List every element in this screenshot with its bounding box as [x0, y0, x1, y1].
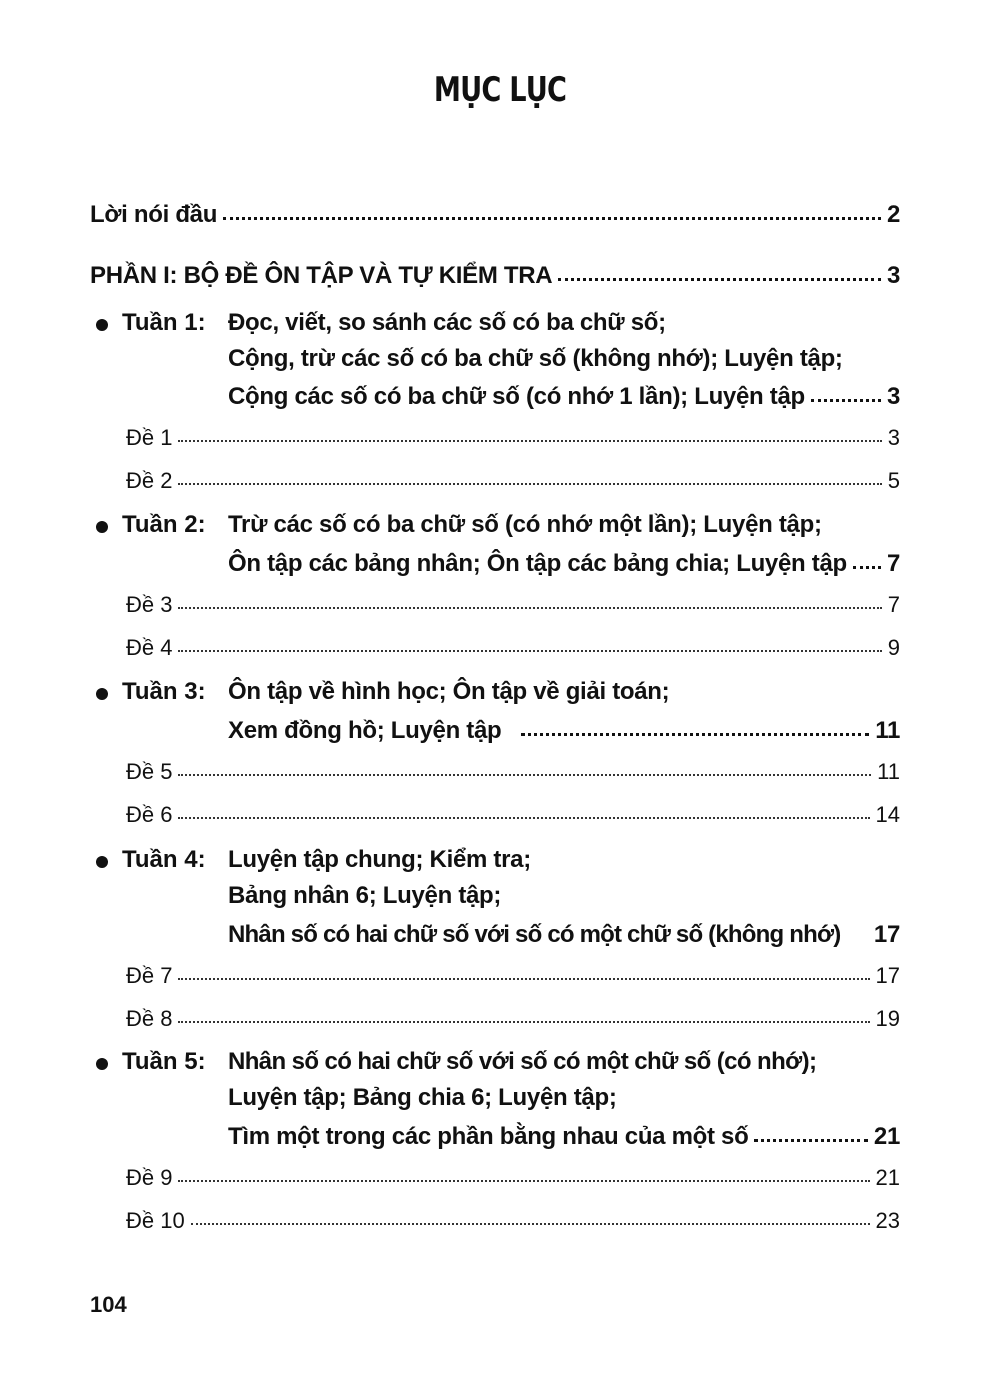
week-line-final — [228, 380, 900, 416]
toc-entry-label: PHẦN I: BỘ ĐỀ ÔN TẬP VÀ TỰ KIỂM TRA — [90, 262, 553, 289]
toc-entry-part1 — [90, 259, 900, 295]
week-line — [228, 678, 900, 714]
test-label: Đề 5 — [126, 759, 173, 784]
week-line-text: Luyện tập chung; Kiểm tra; — [228, 846, 531, 873]
week-label: Tuần 1: — [122, 309, 206, 336]
test-page: 23 — [875, 1208, 900, 1233]
toc-entry-page: 21 — [873, 1123, 900, 1150]
dot-leader — [178, 757, 871, 779]
page-title: MỤC LỤC — [433, 70, 567, 110]
week-line-text: Đọc, viết, so sánh các số có ba chữ số; — [228, 309, 666, 336]
test-label: Đề 9 — [126, 1165, 173, 1190]
week-label: Tuần 2: — [122, 511, 206, 538]
toc-entry-preface — [90, 198, 900, 234]
test-entry — [126, 423, 900, 459]
leader-spacer — [844, 918, 869, 942]
dot-leader — [178, 590, 881, 612]
week-line — [228, 345, 900, 381]
week-line — [228, 511, 900, 547]
dot-leader — [178, 633, 881, 655]
week-label: Tuần 5: — [122, 1048, 206, 1075]
test-label: Đề 4 — [126, 635, 173, 660]
test-page: 7 — [887, 592, 900, 617]
week-label: Tuần 4: — [122, 846, 206, 873]
week-line — [228, 882, 900, 918]
test-label: Đề 1 — [126, 425, 173, 450]
test-label: Đề 7 — [126, 963, 173, 988]
test-page: 17 — [875, 963, 900, 988]
toc-entry-page: 3 — [886, 262, 900, 289]
test-entry — [126, 757, 900, 793]
bullet-icon — [96, 688, 108, 700]
test-page: 19 — [875, 1006, 900, 1031]
test-entry — [126, 961, 900, 997]
dot-leader — [178, 800, 869, 822]
bullet-icon — [96, 319, 108, 331]
week-line-text: Xem đồng hồ; Luyện tập — [228, 717, 502, 744]
test-label: Đề 10 — [126, 1208, 185, 1233]
week-line-final — [228, 918, 900, 954]
dot-leader — [178, 466, 881, 488]
dot-leader — [811, 380, 881, 404]
week-line — [228, 846, 900, 882]
test-label: Đề 6 — [126, 802, 173, 827]
test-page: 14 — [875, 802, 900, 827]
test-page: 3 — [887, 425, 900, 450]
week-line-text: Trừ các số có ba chữ số (có nhớ một lần); Luyện tập; — [228, 511, 822, 538]
toc-entry-label: Lời nói đầu — [90, 201, 218, 228]
test-entry — [126, 800, 900, 836]
test-entry — [126, 590, 900, 626]
test-page: 5 — [887, 468, 900, 493]
week-line-text: Nhân số có hai chữ số với số có một chữ số (không nhớ) — [228, 921, 841, 948]
test-entry — [126, 1163, 900, 1199]
toc-entry-page: 3 — [886, 383, 900, 410]
dot-leader — [191, 1206, 870, 1228]
dot-leader — [521, 714, 869, 738]
week-line-text: Cộng, trừ các số có ba chữ số (không nhớ); Luyện tập; — [228, 345, 843, 372]
week-line-final — [228, 547, 900, 583]
dot-leader — [178, 423, 881, 445]
test-entry — [126, 633, 900, 669]
dot-leader — [178, 1004, 869, 1026]
dot-leader — [178, 961, 869, 983]
test-page: 21 — [875, 1165, 900, 1190]
toc-entry-page: 11 — [875, 717, 900, 744]
toc-entry-page: 7 — [886, 550, 900, 577]
week-line-text: Tìm một trong các phần bằng nhau của một số — [228, 1123, 749, 1150]
bullet-icon — [96, 1058, 108, 1070]
week-line-text: Ôn tập về hình học; Ôn tập về giải toán; — [228, 678, 670, 705]
dot-leader — [558, 259, 881, 283]
week-line — [228, 309, 900, 345]
week-label: Tuần 3: — [122, 678, 206, 705]
week-line — [228, 1084, 900, 1120]
week-line-text: Ôn tập các bảng nhân; Ôn tập các bảng chia; Luyện tập — [228, 550, 847, 577]
week-line-text: Luyện tập; Bảng chia 6; Luyện tập; — [228, 1084, 617, 1111]
test-entry — [126, 1206, 900, 1242]
week-line-text: Bảng nhân 6; Luyện tập; — [228, 882, 502, 909]
test-entry — [126, 466, 900, 502]
toc-entry-page: 2 — [886, 201, 900, 228]
week-line-final — [228, 714, 900, 750]
dot-leader — [754, 1120, 867, 1144]
test-label: Đề 3 — [126, 592, 173, 617]
test-label: Đề 8 — [126, 1006, 173, 1031]
test-page: 11 — [877, 759, 900, 784]
week-line-final — [228, 1120, 900, 1156]
test-entry — [126, 1004, 900, 1040]
week-line — [228, 1048, 900, 1084]
week-line-text: Nhân số có hai chữ số với số có một chữ số (có nhớ); — [228, 1048, 817, 1075]
page-number: 104 — [90, 1292, 127, 1317]
test-page: 9 — [887, 635, 900, 660]
bullet-icon — [96, 521, 108, 533]
dot-leader — [853, 547, 881, 571]
toc-entry-page: 17 — [873, 921, 900, 948]
test-label: Đề 2 — [126, 468, 173, 493]
dot-leader — [178, 1163, 869, 1185]
dot-leader — [223, 198, 881, 222]
bullet-icon — [96, 856, 108, 868]
week-line-text: Cộng các số có ba chữ số (có nhớ 1 lần); Luyện tập — [228, 383, 805, 410]
